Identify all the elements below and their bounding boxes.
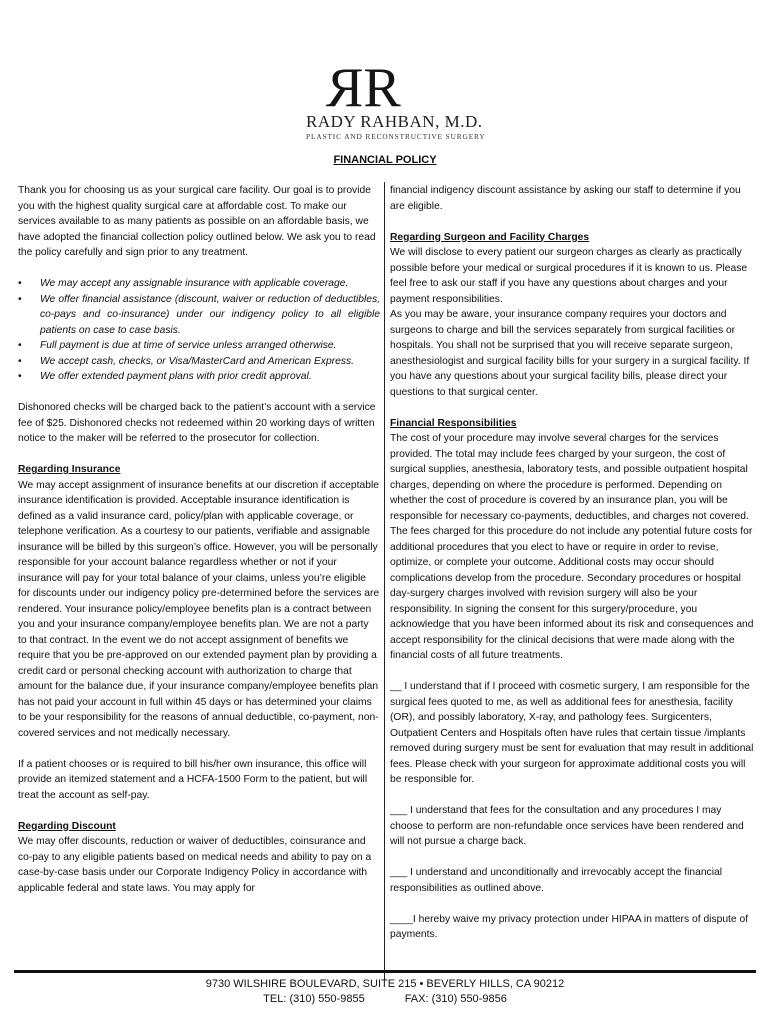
responsibilities-paragraph: The cost of your procedure may involve several charges for the services provided. The total may include fees charged by your surgeon, the cost of surgical supplies, anesthesia, laboratory tests, and possible outpatient hospital charges, depending on where the procedure is performed. Depending on whether the cost of procedure is covered by an insurance plan, you will be responsible for necessary co-payments, deductibles, and charges not covered. The fees charged for this procedure do not include any potential future costs for additional procedures that you elect to have or require in order to revise, optimize, or complete your outcome. Additional costs may occur should complications develop from the procedure. Secondary procedures or hospital day-surgery charges involved with revision surgery will also be your responsibility. In signing the consent for this surgery/procedure, you acknowledge that you have been informed about its risk and consequences and accept responsibility for the clinical decisions that were made along with the financial costs of all future treatments. — [390, 433, 754, 661]
policy-item: • Full payment is due at time of service unless arranged otherwise. — [18, 338, 380, 354]
column-divider — [384, 182, 385, 980]
intro-paragraph: Thank you for choosing us as your surgical care facility. Our goal is to provide you with the highest quality surgical care at affordable cost. To make our services available to as many patients as possible on an affordable basis, we have adopted the financial collection policy outlined below. We ask you to read the policy carefully and sign prior to any treatment. — [18, 185, 376, 258]
footer-contact — [0, 993, 770, 1005]
footer-fax: FAX: (310) 550-9856 — [404, 993, 507, 1005]
footer-tel: TEL: (310) 550-9855 — [263, 993, 365, 1005]
right-column — [390, 183, 755, 943]
insurance-paragraph: We may accept assignment of insurance benefits at our discretion if acceptable insurance identification is provided. Acceptable insurance identification is defined as a valid insurance card, policy/plan with applicable coverage, or telephone verification. As a courtesy to our patients, verifiable and assignable insurance will be billed by this surgeon’s office. However, you will be personally responsible for your account balance regardless whether or not if your insurance will pay for your total balance of your claims, unless you’re eligible for discounts under our indigency policy pre-determined before the services are rendered. Your insurance policy/employee benefits plan is a contract between you and your insurance company/employee benefits plan. We are not a party to that contract. In the event we do not accept assignment of benefits we require that you be pre-approved on our extended payment plan by providing a credit card or personal checking account with authorization to charge that amount for the balance due, if your insurance company/employee benefits plan has not paid your account in full within 45 days or has determined your claims to be your responsibility for the reasons of annual deductible, co-payment, non-covered services and not medically necessary. — [18, 479, 380, 739]
surgeon-charges-paragraph-2: As you may be aware, your insurance company requires your doctors and surgeons to charge and bill the services separately from surgical facilities or hospitals. You shall not be surprised that you will receive separate surgeon, anesthesiologist and surgical facility bills for your surgery in a surgical facility. If you have any questions about your surgical facility bills, please direct your questions to that surgical center. — [390, 309, 750, 398]
discount-heading: Regarding Discount — [18, 820, 116, 832]
policy-item: • We accept cash, checks, or Visa/MasterCard and American Express. — [18, 354, 380, 370]
surgeon-charges-heading: Regarding Surgeon and Facility Charges — [390, 231, 590, 243]
dishonored-checks-paragraph: Dishonored checks will be charged back to the patient’s account with a service fee of $25. Dishonored checks not redeemed within 20 working days of written notice to the maker will be referred to the prosecutor for collection. — [18, 402, 376, 444]
logo-monogram: RR — [342, 57, 385, 119]
page-title: FINANCIAL POLICY — [333, 154, 437, 166]
bullet-icon: • — [18, 278, 22, 289]
bullet-icon: • — [18, 293, 22, 305]
footer-address: 9730 WILSHIRE BOULEVARD, SUITE 215 • BEVERLY HILLS, CA 90212 — [205, 978, 565, 990]
discount-paragraph: We may offer discounts, reduction or waiver of deductibles, coinsurance and co-pay to any eligible patients based on medical needs and ability to pay on a case-by-case basis under our Corporate Indigency Policy in accordance with applicable federal and state laws. You may apply for — [18, 836, 372, 894]
logo-name: RADY RAHBAN, M.D. — [306, 112, 483, 131]
acknowledgement-hipaa: ____I hereby waive my privacy protection under HIPAA in matters of dispute of payments. — [390, 913, 749, 940]
footer-rule — [14, 970, 756, 973]
policy-list — [18, 276, 380, 385]
continued-paragraph: financial indigency discount assistance by asking our staff to determine if you are eligible. — [390, 185, 741, 212]
policy-item: • We offer extended payment plans with prior credit approval. — [18, 369, 380, 385]
acknowledgement-accept: ___ I understand and unconditionally and irrevocably accept the financial responsibilities as outlined above. — [390, 867, 723, 894]
responsibilities-heading: Financial Responsibilities — [390, 417, 517, 429]
logo — [306, 57, 496, 142]
policy-item: • We offer financial assistance (discount, waiver or reduction of deductibles, co-pays and co-insurance) under our indigency policy to all eligible patients on case to case basis. — [18, 293, 380, 336]
bullet-icon: • — [18, 340, 22, 351]
self-pay-paragraph: If a patient chooses or is required to bill his/her own insurance, this office will provide an itemized statement and a HCFA-1500 Form to the patient, but will treat the account as self-pay. — [18, 758, 368, 801]
policy-item: • We may accept any assignable insurance with applicable coverage. — [18, 276, 380, 292]
acknowledgement-cosmetic: __ I understand that if I proceed with cosmetic surgery, I am responsible for the surgical fees quoted to me, as well as additional fees for anesthesia, facility (OR), and possibly laboratory, X-ray, and pathology fees. Surgicenters, Outpatient Centers and Hospitals often have rules that certain tissue /implants removed during surgery must be sent for evaluation that may result in additional fees. Please check with your surgeon for approximate additional costs you will be responsible for. — [390, 681, 754, 785]
insurance-heading: Regarding Insurance — [18, 464, 121, 475]
surgeon-charges-paragraph: We will disclose to every patient our surgeon charges as clearly as practically possible before your medical or surgical procedures if it is known to us. Please feel free to ask our staff if you have any questions about charges and your payment responsibilities. — [390, 247, 748, 305]
bullet-icon: • — [18, 371, 22, 382]
left-column — [18, 183, 380, 896]
bullet-icon: • — [18, 355, 22, 367]
logo-subtitle: PLASTIC AND RECONSTRUCTIVE SURGERY — [306, 132, 486, 141]
acknowledgement-non-refundable: ___ I understand that fees for the consultation and any procedures I may choose to perform are non-refundable once services have been rendered and will not pursue a charge back. — [390, 805, 744, 847]
